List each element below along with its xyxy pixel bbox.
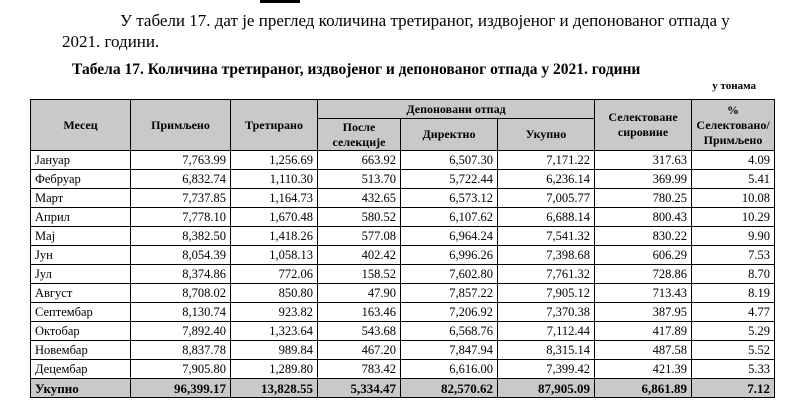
cell-month: Април [31,208,131,227]
table-row [31,341,775,360]
header-deposited-group: Депоновани отпад [318,100,595,119]
cell-treated: 923.82 [231,303,318,322]
cell-received: 8,382.50 [131,227,231,246]
table-caption: Табела 17. Количина третираног, издвојеног и депонованог отпада у 2021. години [72,61,641,78]
cell-direct: 6,507.30 [401,151,498,170]
cell-after: 663.92 [318,151,401,170]
cell-pct: 4.77 [692,303,775,322]
cell-selected: 417.89 [595,322,692,341]
header-treated: Третирано [231,100,318,151]
cell-pct: 5.29 [692,322,775,341]
waste-table [30,99,775,398]
cell-after: 577.08 [318,227,401,246]
table-row [31,265,775,284]
cell-total: 7,005.77 [498,189,595,208]
header-selected-raw: Селектоване сировине [595,100,692,151]
cell-pct: 8.19 [692,284,775,303]
cell-total: 7,399.42 [498,360,595,379]
total-cell-selected: 6,861.89 [595,379,692,398]
table-row [31,189,775,208]
cell-treated: 1,670.48 [231,208,318,227]
cell-after: 163.46 [318,303,401,322]
cell-treated: 989.84 [231,341,318,360]
cell-total: 7,905.12 [498,284,595,303]
cell-selected: 713.43 [595,284,692,303]
table-row [31,170,775,189]
cell-month: Октобар [31,322,131,341]
cell-month: Јул [31,265,131,284]
cell-pct: 5.52 [692,341,775,360]
cell-after: 783.42 [318,360,401,379]
cell-received: 7,737.85 [131,189,231,208]
intro-paragraph: У табели 17. дат је преглед количина третираног, издвојеног и депонованог отпада у 2021. години. [62,11,730,51]
cell-treated: 1,164.73 [231,189,318,208]
header-total: Укупно [498,119,595,151]
cell-direct: 7,602.80 [401,265,498,284]
cell-selected: 830.22 [595,227,692,246]
table-row [31,360,775,379]
cell-pct: 5.41 [692,170,775,189]
cell-selected: 387.95 [595,303,692,322]
cell-total: 7,112.44 [498,322,595,341]
cell-received: 8,054.39 [131,246,231,265]
cell-direct: 7,847.94 [401,341,498,360]
cell-month: Август [31,284,131,303]
cell-after: 543.68 [318,322,401,341]
cell-received: 8,130.74 [131,303,231,322]
cell-treated: 1,110.30 [231,170,318,189]
cell-treated: 850.80 [231,284,318,303]
cell-total: 7,398.68 [498,246,595,265]
cell-total: 7,761.32 [498,265,595,284]
table-row [31,284,775,303]
cell-after: 513.70 [318,170,401,189]
header-direct: Директно [401,119,498,151]
total-cell-direct: 82,570.62 [401,379,498,398]
cell-direct: 6,964.24 [401,227,498,246]
cell-month: Септембар [31,303,131,322]
total-cell-after: 5,334.47 [318,379,401,398]
cell-treated: 772.06 [231,265,318,284]
cell-received: 7,778.10 [131,208,231,227]
table-row [31,246,775,265]
cell-direct: 6,568.76 [401,322,498,341]
table-row [31,208,775,227]
header-pct-selected: % Селектовано/ Примљено [692,100,775,151]
total-cell-treated: 13,828.55 [231,379,318,398]
cut-off-text-fragment [260,0,300,3]
cell-selected: 728.86 [595,265,692,284]
cell-direct: 5,722.44 [401,170,498,189]
cell-total: 7,171.22 [498,151,595,170]
cell-total: 8,315.14 [498,341,595,360]
cell-selected: 421.39 [595,360,692,379]
cell-direct: 6,996.26 [401,246,498,265]
cell-pct: 10.29 [692,208,775,227]
header-month: Месец [31,100,131,151]
cell-month: Март [31,189,131,208]
total-cell-received: 96,399.17 [131,379,231,398]
cell-after: 402.42 [318,246,401,265]
cell-selected: 800.43 [595,208,692,227]
table-row [31,227,775,246]
cell-selected: 606.29 [595,246,692,265]
cell-after: 580.52 [318,208,401,227]
cell-treated: 1,418.26 [231,227,318,246]
cell-received: 8,837.78 [131,341,231,360]
cell-month: Јун [31,246,131,265]
cell-received: 8,708.02 [131,284,231,303]
cell-direct: 6,616.00 [401,360,498,379]
cell-pct: 9.90 [692,227,775,246]
cell-pct: 8.70 [692,265,775,284]
table-row [31,303,775,322]
cell-month: Децембар [31,360,131,379]
cell-total: 6,236.14 [498,170,595,189]
cell-direct: 6,107.62 [401,208,498,227]
cell-pct: 4.09 [692,151,775,170]
total-cell-pct: 7.12 [692,379,775,398]
unit-label: у тонама [712,80,756,92]
table-body [31,151,775,398]
cell-treated: 1,323.64 [231,322,318,341]
header-received: Примљено [131,100,231,151]
cell-pct: 5.33 [692,360,775,379]
totals-row [31,379,775,398]
cell-selected: 487.58 [595,341,692,360]
cell-total: 7,370.38 [498,303,595,322]
cell-direct: 6,573.12 [401,189,498,208]
cell-received: 6,832.74 [131,170,231,189]
cell-received: 8,374.86 [131,265,231,284]
cell-selected: 317.63 [595,151,692,170]
cell-direct: 7,206.92 [401,303,498,322]
cell-after: 47.90 [318,284,401,303]
cell-treated: 1,256.69 [231,151,318,170]
cell-after: 158.52 [318,265,401,284]
total-cell-total: 87,905.09 [498,379,595,398]
table-row [31,322,775,341]
cell-after: 432.65 [318,189,401,208]
cell-selected: 369.99 [595,170,692,189]
cell-total: 7,541.32 [498,227,595,246]
cell-month: Новембар [31,341,131,360]
table-row [31,151,775,170]
cell-selected: 780.25 [595,189,692,208]
header-after-selection: После селекције [318,119,401,151]
cell-month: Јануар [31,151,131,170]
cell-month: Мај [31,227,131,246]
cell-pct: 7.53 [692,246,775,265]
total-cell-month: Укупно [31,379,131,398]
cell-received: 7,763.99 [131,151,231,170]
cell-direct: 7,857.22 [401,284,498,303]
cell-pct: 10.08 [692,189,775,208]
cell-month: Фебруар [31,170,131,189]
cell-after: 467.20 [318,341,401,360]
cell-treated: 1,289.80 [231,360,318,379]
cell-treated: 1,058.13 [231,246,318,265]
cell-received: 7,905.80 [131,360,231,379]
cell-received: 7,892.40 [131,322,231,341]
cell-total: 6,688.14 [498,208,595,227]
